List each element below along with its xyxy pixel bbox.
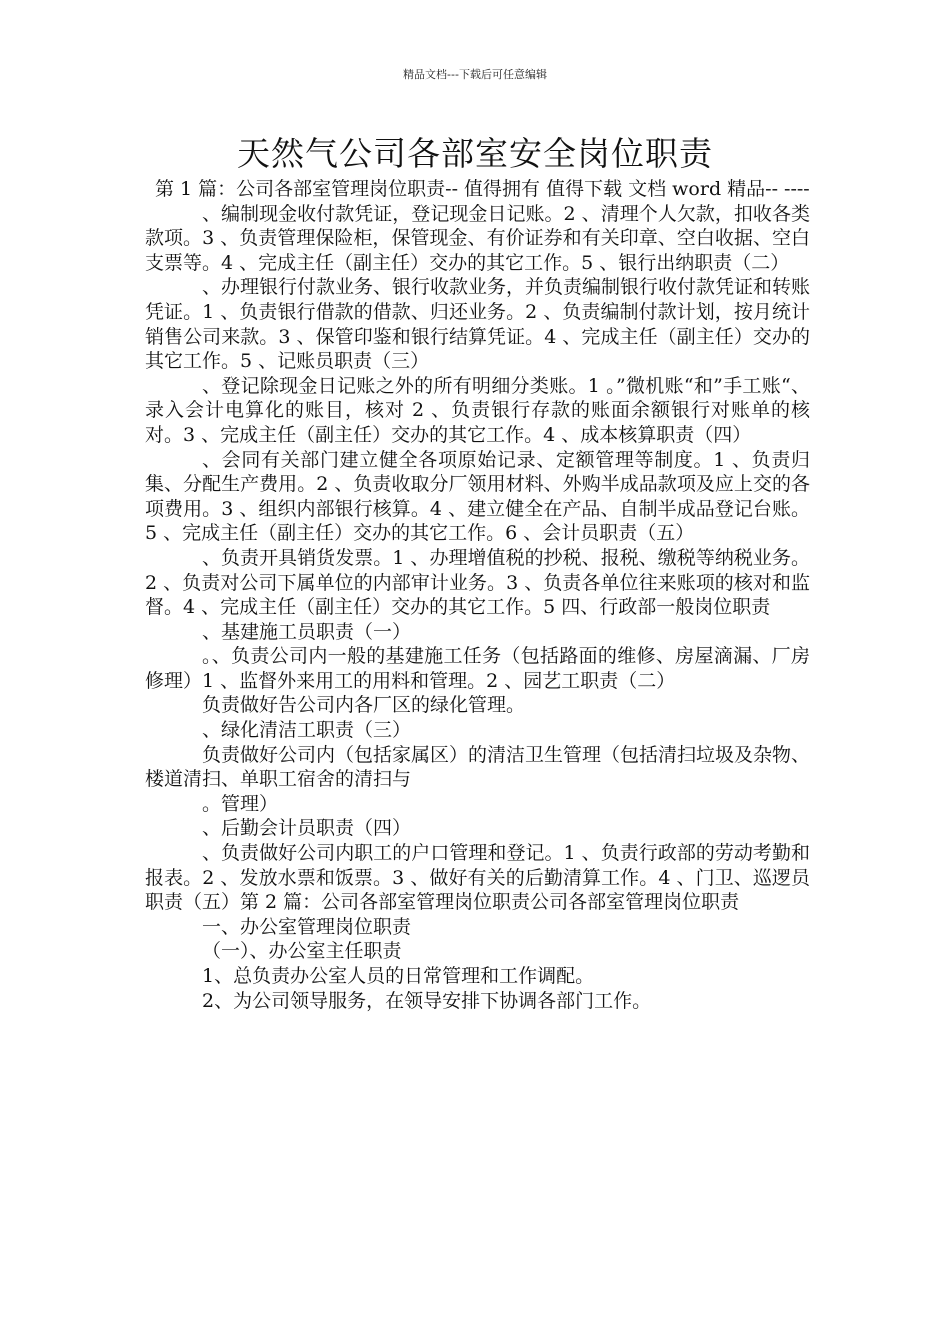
- paragraph: 、负责做好公司内职工的户口管理和登记。1 、负责行政部的劳动考勤和报表。2 、发放水票和饭票。3 、做好有关的后勤清算工作。4 、门卫、巡逻员职责（五）第 2 篇：公司各部室管理岗位职责公司各部室管理岗位职责: [145, 842, 810, 914]
- paragraph: 、编制现金收付款凭证，登记现金日记账。2 、清理个人欠款，扣收各类款项。3 、负责管理保险柜，保管现金、有价证券和有关印章、空白收据、空白支票等。4 、完成主任（副主任）交办的其它工作。5 、银行出纳职责（二）: [145, 202, 810, 274]
- paragraph: （一）、办公室主任职责: [202, 940, 402, 963]
- paragraph: 2、为公司领导服务，在领导安排下协调各部门工作。: [202, 989, 652, 1012]
- document-title: 天然气公司各部室安全岗位职责: [237, 134, 713, 173]
- paragraph: 、后勤会计员职责（四）: [202, 817, 412, 840]
- document-body: [145, 177, 810, 1013]
- paragraph: 、绿化清洁工职责（三）: [202, 719, 412, 742]
- paragraph: 一、办公室管理岗位职责: [202, 915, 412, 938]
- paragraph: 。、负责公司内一般的基建施工任务（包括路面的维修、房屋滴漏、厂房修理）1 、监督外来用工的用料和管理。2 、园艺工职责（二）: [145, 645, 810, 692]
- paragraph: 、会同有关部门建立健全各项原始记录、定额管理等制度。1 、负责归集、分配生产费用。2 、负责收取分厂领用材料、外购半成品款项及应上交的各项费用。3 、组织内部银行核算。4 、建立健全在产品、自制半成品登记台账。5 、完成主任（副主任）交办的其它工作。6 、会计员职责（五）: [145, 448, 810, 545]
- paragraph: 、基建施工员职责（一）: [202, 620, 412, 643]
- paragraph: 。管理）: [202, 792, 279, 815]
- paragraph: 第 1 篇：公司各部室管理岗位职责-- 值得拥有 值得下载 文档 word 精品-- ----: [155, 178, 810, 200]
- page-header: 精品文档---下载后可任意编辑: [403, 68, 547, 81]
- paragraph: 负责做好公司内（包括家属区）的清洁卫生管理（包括清扫垃圾及杂物、楼道清扫、单职工宿舍的清扫与: [145, 743, 811, 791]
- paragraph: 、负责开具销货发票。1 、办理增值税的抄税、报税、缴税等纳税业务。2 、负责对公司下属单位的内部审计业务。3 、负责各单位往来账项的核对和监督。4 、完成主任（副主任）交办的其它工作。5 四、行政部一般岗位职责: [145, 546, 810, 619]
- paragraph: 负责做好告公司内各厂区的绿化管理。: [202, 694, 526, 717]
- paragraph: 、登记除现金日记账之外的所有明细分类账。1 。”微机账“和”手工账“、录入会计电算化的账目，核对 2 、负责银行存款的账面余额银行对账单的核对。3 、完成主任（副主任）交办的其它工作。4 、成本核算职责（四）: [145, 374, 810, 446]
- paragraph: 、办理银行付款业务、银行收款业务，并负责编制银行收付款凭证和转账凭证。1 、负责银行借款的借款、归还业务。2 、负责编制付款计划，按月统计销售公司来款。3 、保管印鉴和银行结算凭证。4 、完成主任（副主任）交办的其它工作。5 、记账员职责（三）: [145, 276, 811, 373]
- paragraph: 1、总负责办公室人员的日常管理和工作调配。: [202, 965, 595, 987]
